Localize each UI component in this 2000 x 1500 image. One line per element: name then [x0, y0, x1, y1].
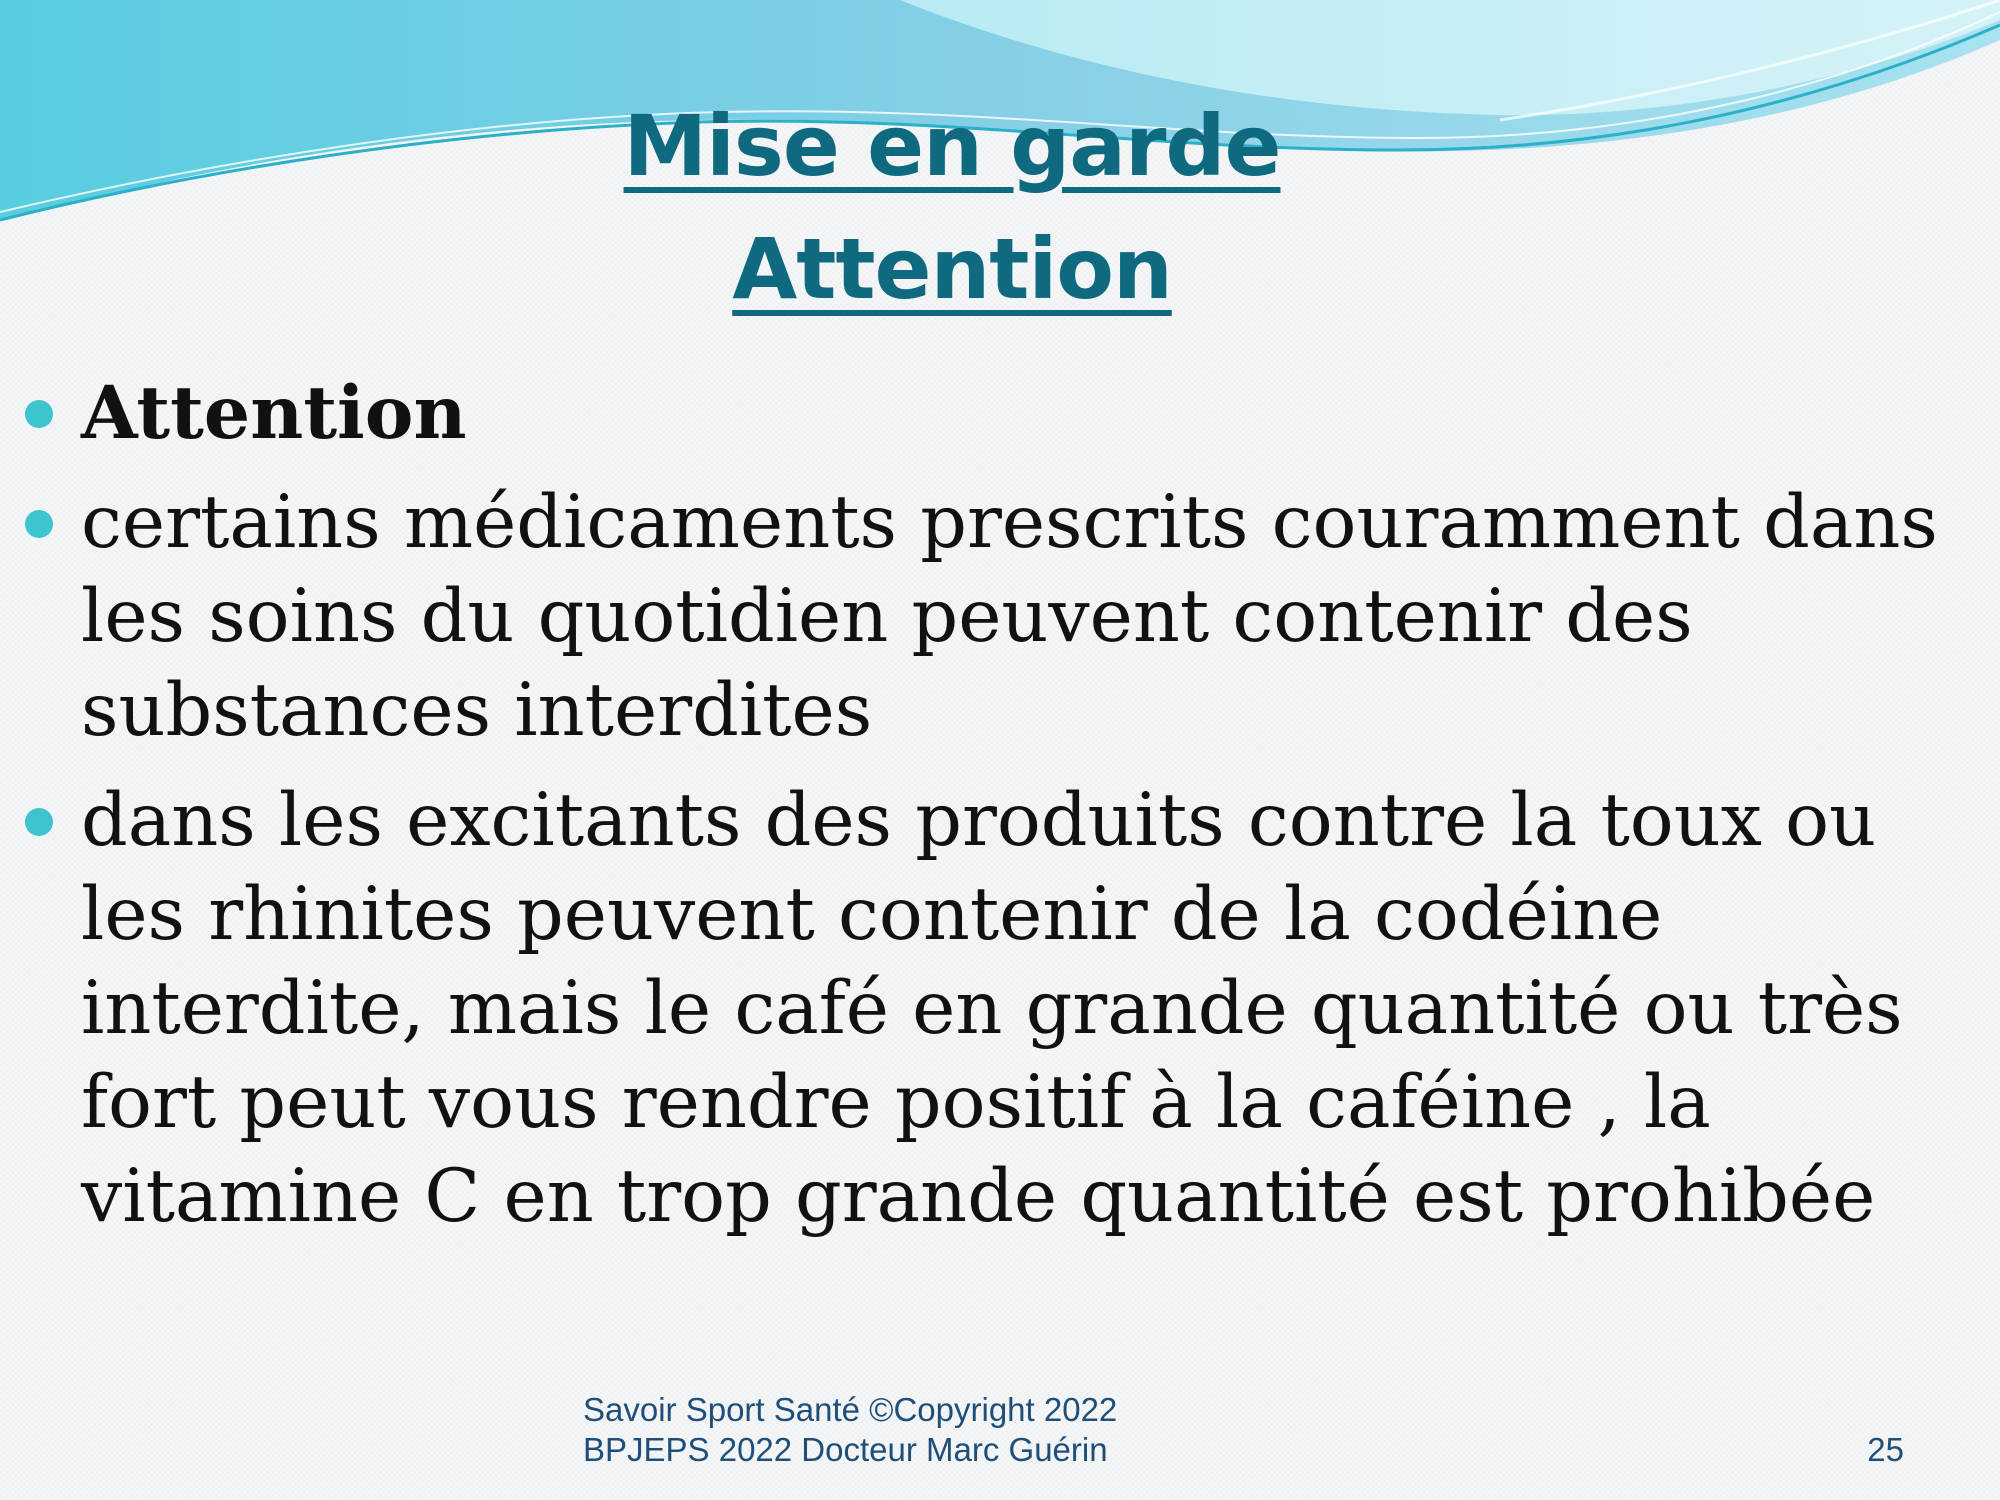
bullet-dot-icon: [25, 400, 53, 428]
bullet-dot-icon: [25, 510, 53, 538]
bullet-text: Attention: [81, 370, 467, 456]
slide-subtitle: Attention: [732, 220, 1172, 318]
bullet-dot-icon: [25, 808, 53, 836]
page-number: 25: [1867, 1431, 1904, 1468]
bullet-text: certains médicaments prescrits couramment dans les soins du quotidien peuvent contenir des substances interdites: [81, 480, 1938, 753]
bullet-item: [0, 366, 2000, 460]
bullet-text: dans les excitants des produits contre la toux ou les rhinites peuvent contenir de la codéine interdite, mais le café en grande quantité ou très fort peut vous rendre positif à la caféine , la vitamine C en trop grande quantité est prohibée: [81, 778, 1903, 1239]
slide-title: Mise en garde: [623, 97, 1281, 195]
footer-copyright: Savoir Sport Santé ©Copyright 2022: [583, 1391, 1118, 1428]
bullet-item: [0, 476, 2000, 758]
slide-footer: [583, 1390, 1117, 1470]
footer-author: BPJEPS 2022 Docteur Marc Guérin: [583, 1431, 1108, 1468]
bullet-item: [0, 774, 2000, 1244]
bullet-list: [0, 366, 2000, 1260]
